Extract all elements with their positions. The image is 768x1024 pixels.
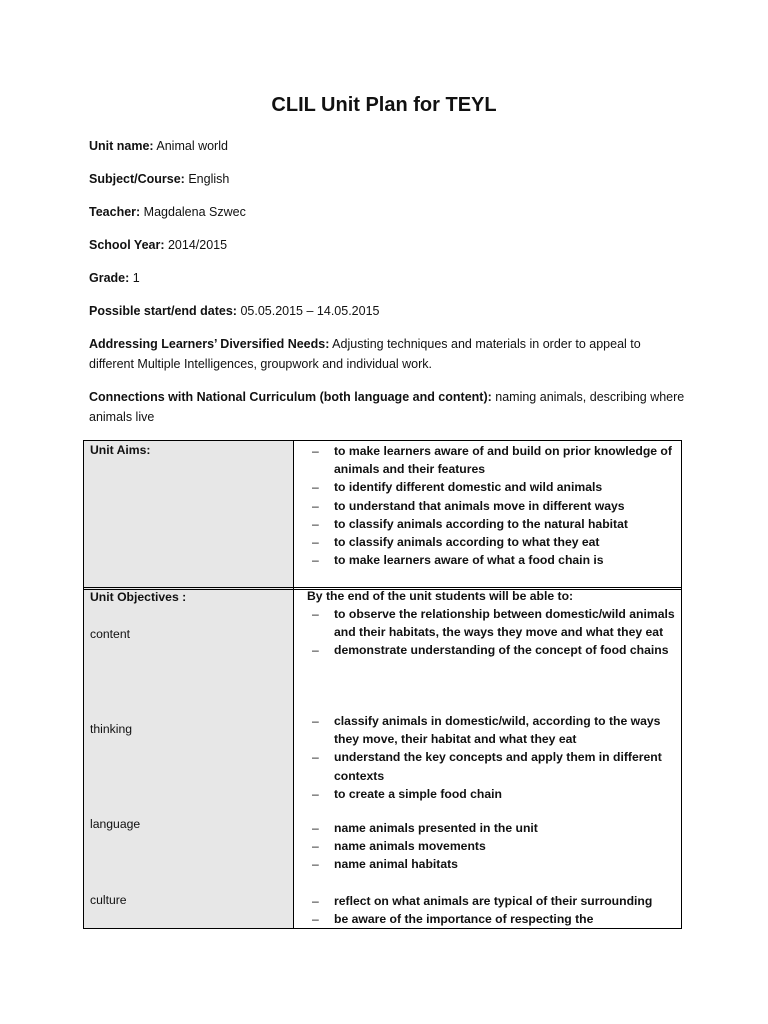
needs-label: Addressing Learners’ Diversified Needs: [89,337,330,351]
teacher-value: Magdalena Szwec [143,205,246,219]
list-item: – name animals presented in the unit [296,819,678,837]
school-year-label: School Year: [89,238,165,252]
dates-label: Possible start/end dates: [89,304,237,318]
connections-value: naming animals, describing where animals live [89,390,685,424]
dates-field [89,301,689,321]
list-item: – to classify animals according to what they eat [296,533,678,551]
subject-label: Subject/Course: [89,172,185,186]
table-label-column [84,441,294,928]
list-item: – to make learners aware of what a food chain is [296,551,678,569]
grade-value: 1 [132,271,140,285]
language-cell [296,819,678,874]
unit-name-label: Unit name: [89,139,154,153]
subject-field [89,169,689,189]
list-item: – to identify different domestic and wild animals [296,478,678,496]
document-title: CLIL Unit Plan for TEYL [271,94,497,116]
needs-field [89,334,689,374]
unit-name-field [89,136,689,156]
connections-field [89,387,689,427]
school-year-field [89,235,689,255]
list-item: – to classify animals according to the natural habitat [296,515,678,533]
list-item: – name animal habitats [296,855,678,873]
list-item: – name animals movements [296,837,678,855]
thinking-list [296,712,678,803]
objectives-intro: By the end of the unit students will be able to: [307,589,574,603]
list-item: – reflect on what animals are typical of their surrounding [296,892,678,910]
dates-value: 05.05.2015 – 14.05.2015 [240,304,380,318]
unit-aims-label: Unit Aims: [90,443,151,457]
list-item: – to understand that animals move in different ways [296,497,678,515]
unit-name-value: Animal world [156,139,228,153]
list-item: – demonstrate understanding of the concept of food chains [296,641,678,659]
aims-list [296,442,678,569]
school-year-value: 2014/2015 [167,238,228,252]
unit-objectives-label: Unit Objectives : [90,590,187,604]
list-item: – to make learners aware of and build on prior knowledge of animals and their features [296,442,678,478]
subject-value: English [188,172,230,186]
list-item: – to observe the relationship between domestic/wild animals and their habitats, the ways they move and what they eat [296,605,678,641]
list-item: – be aware of the importance of respecting the [296,910,678,928]
teacher-label: Teacher: [89,205,141,219]
connections-label: Connections with National Curriculum (both language and content): [89,390,492,404]
language-label: language [90,817,141,831]
culture-list [296,892,678,928]
list-item: – to create a simple food chain [296,785,678,803]
culture-label: culture [90,893,127,907]
grade-label: Grade: [89,271,130,285]
grade-field [89,268,689,288]
content-label: content [90,627,130,641]
objectives-cell [296,587,678,660]
language-list [296,819,678,874]
unit-plan-table [83,440,682,929]
culture-cell [296,892,678,928]
thinking-cell [296,712,678,803]
aims-list-cell [296,442,678,569]
list-item: – understand the key concepts and apply them in different contexts [296,748,678,784]
thinking-label: thinking [90,722,133,736]
list-item: – classify animals in domestic/wild, according to the ways they move, their habitat and what they eat [296,712,678,748]
needs-value: Adjusting techniques and materials in order to appeal to different Multiple Intelligences, groupwork and individual work. [89,337,641,371]
content-list [296,605,678,660]
teacher-field [89,202,689,222]
